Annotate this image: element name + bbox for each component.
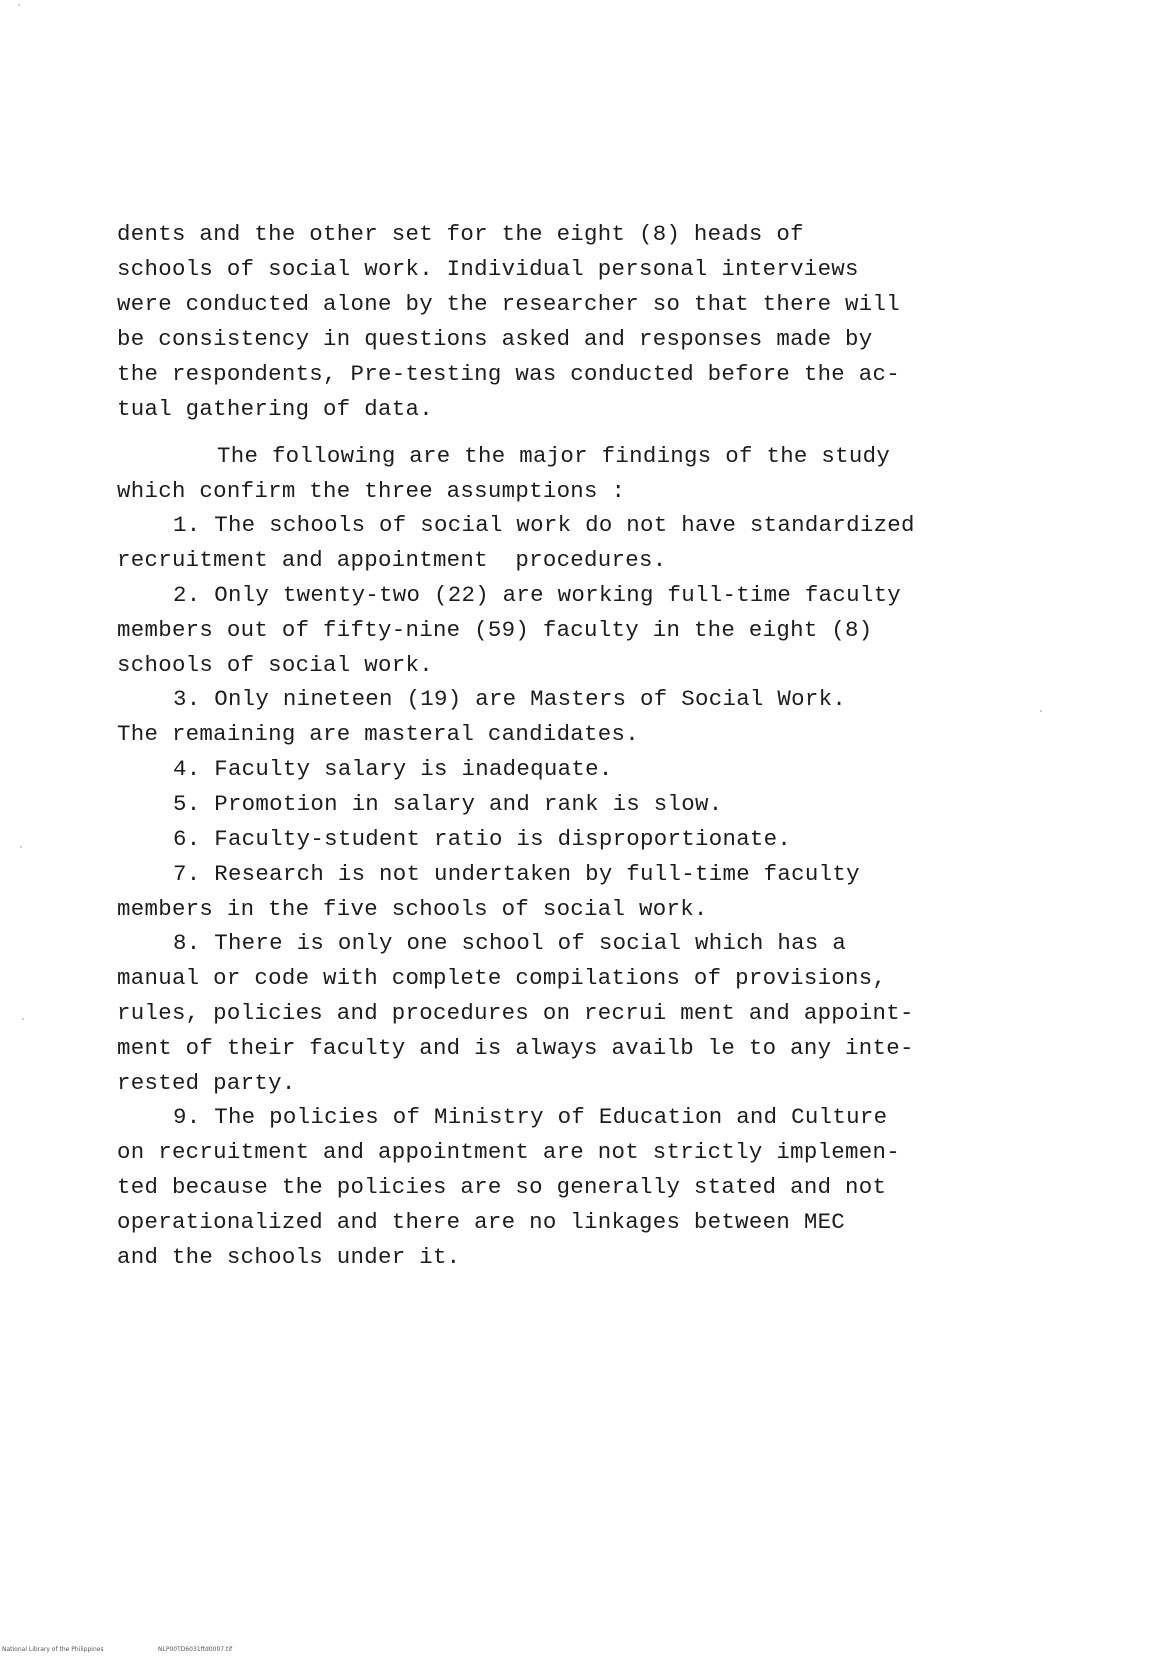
scan-speck (1040, 710, 1042, 712)
body-text-line: tual gathering of data. (117, 396, 433, 422)
finding-item-continuation: members out of fifty-nine (59) faculty in the eight (8) (117, 617, 873, 643)
body-text-line: be consistency in questions asked and responses made by (117, 326, 873, 352)
finding-item: 1. The schools of social work do not have standardized (173, 512, 915, 538)
finding-item: 5. Promotion in salary and rank is slow. (173, 791, 723, 817)
finding-item-continuation: manual or code with complete compilations of provisions, (117, 965, 887, 991)
finding-item-continuation: on recruitment and appointment are not strictly implemen- (117, 1139, 900, 1165)
scan-speck (20, 846, 22, 848)
scan-speck (18, 4, 20, 6)
finding-item-continuation: recruitment and appointment procedures. (117, 547, 667, 573)
finding-item: 7. Research is not undertaken by full-time faculty (173, 861, 860, 887)
finding-item-continuation: rules, policies and procedures on recrui ment and appoint- (117, 1000, 914, 1026)
body-text-line: schools of social work. Individual personal interviews (117, 256, 859, 282)
footer-filename: NLP00TD6031ftd0007.tif (158, 1646, 233, 1653)
finding-item: 8. There is only one school of social which has a (173, 930, 847, 956)
body-text-line: the respondents, Pre-testing was conducted before the ac- (117, 361, 900, 387)
finding-item-continuation: rested party. (117, 1070, 296, 1096)
finding-item: 9. The policies of Ministry of Education and Culture (173, 1104, 888, 1130)
body-text-line: which confirm the three assumptions : (117, 478, 626, 504)
finding-item-continuation: operationalized and there are no linkages between MEC (117, 1209, 846, 1235)
finding-item-continuation: and the schools under it. (117, 1244, 461, 1270)
finding-item-continuation: ted because the policies are so generally stated and not (117, 1174, 887, 1200)
body-text-line: The following are the major findings of the study (217, 443, 891, 469)
finding-item-continuation: The remaining are masteral candidates. (117, 721, 639, 747)
finding-item: 4. Faculty salary is inadequate. (173, 756, 613, 782)
scan-speck (22, 1018, 24, 1020)
body-text-line: dents and the other set for the eight (8) heads of (117, 221, 804, 247)
footer-library-name: National Library of the Philippines (2, 1646, 104, 1653)
finding-item: 6. Faculty-student ratio is disproportionate. (173, 826, 792, 852)
finding-item: 3. Only nineteen (19) are Masters of Social Work. (173, 686, 847, 712)
finding-item-continuation: schools of social work. (117, 652, 433, 678)
finding-item-continuation: ment of their faculty and is always availb le to any inte- (117, 1035, 914, 1061)
finding-item-continuation: members in the five schools of social work. (117, 896, 708, 922)
finding-item: 2. Only twenty-two (22) are working full-time faculty (173, 582, 902, 608)
body-text-line: were conducted alone by the researcher so that there will (117, 291, 900, 317)
